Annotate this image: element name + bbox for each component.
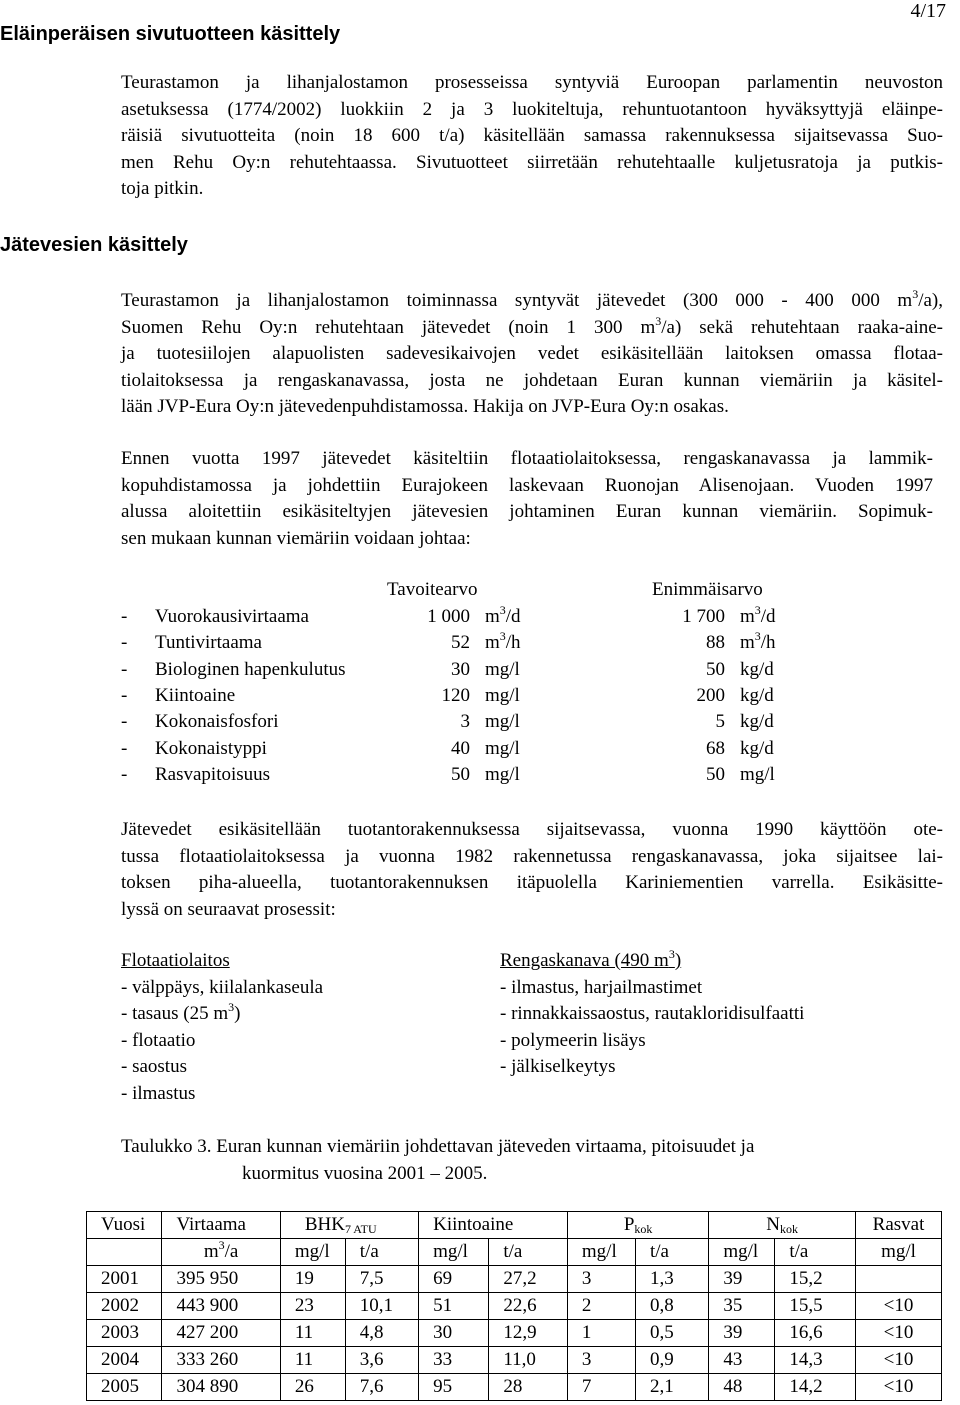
table-cell: 395 950 — [162, 1266, 280, 1293]
process-item: - polymeerin lisäys — [500, 1029, 646, 1051]
limits-dash: - — [121, 606, 128, 628]
limits-max-value: 50 — [706, 658, 725, 680]
text-line: Suomen Rehu Oy:n rehutehtaan jätevedet (noin 1 300 $m^3/a$) sekä rehutehtaan raaka-aine- — [121, 313, 943, 338]
limits-target-value: 30 — [451, 658, 470, 680]
table-cell: 2001 — [87, 1266, 162, 1293]
table-cell: 11 — [280, 1320, 345, 1347]
text-line: sen mukaan kunnan viemäriin voidaan johtaa: — [121, 527, 471, 549]
text-line: kopuhdistamossa ja johdettiin Eurajokeen laskevaan Ruonojan Alisenojaan. Vuoden 1997 — [121, 474, 933, 496]
limits-parameter: Biologinen hapenkulutus — [155, 658, 346, 680]
text-line: toja pitkin. — [121, 178, 204, 199]
table-cell: 14,3 — [775, 1347, 856, 1374]
limits-target-value: 1 000 — [427, 606, 470, 628]
table-cell: <10 — [856, 1320, 942, 1347]
text-line: asetuksessa (1774/2002) luokkiin 2 ja 3 luokiteltuja, rehuntuotantoon hyväksyttyjä eläinpe- — [121, 98, 943, 120]
column-header: Vuosi — [87, 1212, 162, 1239]
table-cell: 427 200 — [162, 1320, 280, 1347]
limits-max-unit: kg/d — [740, 737, 774, 759]
limits-max-value: 88 — [706, 632, 725, 654]
text-line: ja tuotesiilojen alapuolisten sadevesikaivojen vedet esikäsitellään laitoksen omassa flotaa- — [121, 343, 943, 364]
text-line: tiolaitoksessa ja rengaskanavassa, josta ne johdetaan Euran kunnan viemäriin ja käsitel- — [121, 369, 943, 391]
limits-table — [121, 604, 820, 788]
text-line: räisiä sivutuotteita (noin 18 600 t/a) käsitellään samassa rakennuksessa sijaitsevassa Suo- — [121, 125, 943, 146]
table-cell: 333 260 — [162, 1347, 280, 1374]
limits-parameter: Vuorokausivirtaama — [155, 606, 309, 628]
text-line: alussa aloitettiin esikäsiteltyjen jätevesien johtaminen Euran kunnan viemäriin. Sopimuk- — [121, 501, 933, 522]
column-header: $BHK_{7 ATU}$ — [280, 1212, 418, 1239]
limits-row — [121, 735, 820, 761]
text-line: Teurastamon ja lihanjalostamon prosesseissa syntyviä Euroopan parlamentin neuvoston — [121, 72, 943, 93]
table-cell: 51 — [419, 1293, 489, 1320]
table-header-row — [87, 1212, 942, 1239]
table-cell: 12,9 — [489, 1320, 568, 1347]
table-row — [87, 1293, 942, 1320]
table-cell: 15,5 — [775, 1293, 856, 1320]
load-table — [86, 1211, 942, 1401]
text-line: Teurastamon ja lihanjalostamon toiminnassa syntyvät jätevedet (300 000 - 400 000 $m^3/a$), — [121, 287, 943, 311]
limits-max-unit: $m^3/d$ — [740, 603, 776, 628]
table-cell: 7,6 — [345, 1374, 418, 1401]
spacer — [470, 604, 485, 630]
spacer — [725, 709, 740, 735]
limits-target-value: 50 — [451, 763, 470, 785]
table-cell: 30 — [419, 1320, 489, 1347]
text-line: men Rehu Oy:n rehutehtaassa. Sivutuotteet siirretään rehutehtaalle kuljetusratoja ja putkis- — [121, 151, 943, 173]
process-list-ring-channel — [500, 948, 804, 1081]
limits-max-unit: kg/d — [740, 658, 774, 680]
limits-parameter: Rasvapitoisuus — [155, 763, 271, 785]
limits-max-value: 200 — [696, 685, 725, 707]
column-header: Kiintoaine — [419, 1212, 568, 1239]
text-line: Jätevedet esikäsitellään tuotantorakennuksessa sijaitsevassa, vuonna 1990 käyttöön ote- — [121, 819, 943, 840]
limits-max-unit: kg/d — [740, 711, 774, 733]
table-cell: 3 — [567, 1266, 635, 1293]
table-unit-row — [87, 1239, 942, 1266]
table-cell: 0,8 — [635, 1293, 708, 1320]
limits-row — [121, 604, 820, 630]
column-header: Rasvat — [856, 1212, 942, 1239]
unit-cell — [87, 1239, 162, 1266]
limits-target-unit: $m^3/h$ — [485, 629, 521, 654]
limits-target-value: 52 — [451, 632, 470, 654]
table-cell: 11 — [280, 1347, 345, 1374]
text-line: toksen piha-alueella, tuotantorakennuksen itäpuolella Kariniementien varrella. Esikäsitte- — [121, 872, 943, 893]
text-line: lään JVP-Eura Oy:n jätevedenpuhdistamossa. Hakija on JVP-Eura Oy:n osakas. — [121, 396, 729, 417]
table-cell: 27,2 — [489, 1266, 568, 1293]
limits-row — [121, 709, 820, 735]
table-cell: 16,6 — [775, 1320, 856, 1347]
limits-max-value: 68 — [706, 737, 725, 759]
column-header: $P_{kok}$ — [567, 1212, 708, 1239]
table-cell: 22,6 — [489, 1293, 568, 1320]
process-title: Rengaskanava (490 $m^3$) — [500, 947, 682, 971]
table-cell: 7 — [567, 1374, 635, 1401]
unit-cell: t/a — [489, 1239, 568, 1266]
text-line: tussa flotaatiolaitoksessa ja vuonna 1982 rakennetussa rengaskanavassa, joka sijaitsee lai- — [121, 845, 943, 867]
process-item: - flotaatio — [121, 1029, 196, 1051]
table-cell: 10,1 — [345, 1293, 418, 1320]
table-row — [87, 1374, 942, 1401]
column-header: Virtaama — [162, 1212, 280, 1239]
limits-target-unit: $m^3/d$ — [485, 603, 521, 628]
unit-cell: mg/l — [856, 1239, 942, 1266]
table-cell: 4,8 — [345, 1320, 418, 1347]
limits-row — [121, 657, 820, 683]
process-list-flotation — [121, 948, 323, 1107]
process-item: - jälkiselkeytys — [500, 1056, 616, 1077]
limits-parameter: Kokonaistyppi — [155, 737, 267, 759]
limits-max-value: 50 — [706, 763, 725, 785]
table-cell: 69 — [419, 1266, 489, 1293]
limits-header-max: Enimmäisarvo — [652, 579, 763, 600]
limits-target-unit: mg/l — [485, 658, 520, 680]
table-cell: <10 — [856, 1347, 942, 1374]
page-number: 4/17 — [910, 0, 946, 22]
limits-target-value: 120 — [441, 685, 470, 707]
table-cell: 95 — [419, 1374, 489, 1401]
column-header: $N_{kok}$ — [709, 1212, 856, 1239]
table-cell: 15,2 — [775, 1266, 856, 1293]
unit-cell: mg/l — [280, 1239, 345, 1266]
table-cell: 2003 — [87, 1320, 162, 1347]
table-cell: 2,1 — [635, 1374, 708, 1401]
spacer — [470, 735, 485, 761]
limits-row — [121, 762, 820, 788]
table-cell: 39 — [709, 1320, 775, 1347]
limits-max-unit: $m^3/h$ — [740, 629, 776, 654]
table-cell: 3 — [567, 1347, 635, 1374]
spacer — [470, 762, 485, 788]
limits-max-value: 5 — [715, 711, 725, 733]
table-cell: 0,5 — [635, 1320, 708, 1347]
spacer — [470, 683, 485, 709]
limits-row — [121, 630, 820, 656]
process-item: - rinnakkaissaostus, rautakloridisulfaatti — [500, 1003, 805, 1024]
text-line: Ennen vuotta 1997 jätevedet käsiteltiin flotaatiolaitoksessa, rengaskanavassa ja lammik- — [121, 448, 933, 469]
unit-cell: t/a — [635, 1239, 708, 1266]
table-cell: 11,0 — [489, 1347, 568, 1374]
limits-target-value: 40 — [451, 737, 470, 759]
table-cell — [856, 1266, 942, 1293]
limits-parameter: Tuntivirtaama — [155, 632, 262, 654]
table-cell: 2 — [567, 1293, 635, 1320]
limits-max-unit: mg/l — [740, 763, 775, 785]
table-row — [87, 1347, 942, 1374]
table-cell: 7,5 — [345, 1266, 418, 1293]
spacer — [725, 683, 740, 709]
process-item: - tasaus (25 $m^3$) — [121, 1000, 241, 1024]
process-item: - ilmastus — [121, 1082, 196, 1104]
section-heading-wastewater: Jätevesien käsittely — [0, 234, 188, 256]
spacer — [470, 630, 485, 656]
unit-cell: mg/l — [567, 1239, 635, 1266]
limits-target-value: 3 — [460, 711, 470, 733]
table-cell: 26 — [280, 1374, 345, 1401]
table-row — [87, 1266, 942, 1293]
limits-max-value: 1 700 — [682, 606, 725, 628]
process-item: - saostus — [121, 1056, 187, 1077]
limits-dash: - — [121, 737, 128, 759]
limits-dash: - — [121, 763, 128, 785]
unit-cell: mg/l — [709, 1239, 775, 1266]
text-line: lyssä on seuraavat prosessit: — [121, 898, 336, 920]
limits-dash: - — [121, 632, 128, 654]
limits-target-unit: mg/l — [485, 737, 520, 759]
table-cell: 39 — [709, 1266, 775, 1293]
spacer — [725, 762, 740, 788]
limits-parameter: Kiintoaine — [155, 685, 236, 707]
spacer — [725, 735, 740, 761]
process-item: - ilmastus, harjailmastimet — [500, 976, 703, 998]
paragraph-byproducts — [121, 70, 943, 203]
table-cell: 2005 — [87, 1374, 162, 1401]
unit-cell: t/a — [345, 1239, 418, 1266]
table-cell: 28 — [489, 1374, 568, 1401]
paragraph-pretreatment — [121, 817, 943, 923]
table-cell: 304 890 — [162, 1374, 280, 1401]
section-title: Eläinperäisen sivutuotteen käsittely — [0, 23, 341, 45]
paragraph-history — [121, 446, 933, 552]
unit-cell: t/a — [775, 1239, 856, 1266]
table-cell: 19 — [280, 1266, 345, 1293]
limits-dash: - — [121, 711, 128, 733]
table-cell: 35 — [709, 1293, 775, 1320]
limits-header-target: Tavoitearvo — [387, 579, 478, 600]
unit-cell: mg/l — [419, 1239, 489, 1266]
spacer — [470, 709, 485, 735]
spacer — [725, 604, 740, 630]
limits-target-unit: mg/l — [485, 763, 520, 785]
table-cell: 1,3 — [635, 1266, 708, 1293]
table-cell: 33 — [419, 1347, 489, 1374]
limits-dash: - — [121, 658, 128, 680]
caption-line: kuormitus vuosina 2001 – 2005. — [242, 1162, 488, 1184]
process-title: Flotaatiolaitos — [121, 950, 230, 971]
table-cell: 43 — [709, 1347, 775, 1374]
table-caption — [121, 1134, 754, 1187]
table-cell: 1 — [567, 1320, 635, 1347]
table-cell: 2004 — [87, 1347, 162, 1374]
limits-parameter: Kokonaisfosfori — [155, 711, 279, 733]
limits-dash: - — [121, 685, 128, 707]
table-cell: 0,9 — [635, 1347, 708, 1374]
process-item: - välppäys, kiilalankaseula — [121, 976, 324, 998]
limits-target-unit: mg/l — [485, 685, 520, 707]
spacer — [470, 657, 485, 683]
spacer — [725, 657, 740, 683]
table-cell: 443 900 — [162, 1293, 280, 1320]
table-cell: 14,2 — [775, 1374, 856, 1401]
table-row — [87, 1320, 942, 1347]
table-cell: <10 — [856, 1374, 942, 1401]
limits-row — [121, 683, 820, 709]
unit-cell: $m^3/a$ — [162, 1239, 280, 1266]
table-cell: 3,6 — [345, 1347, 418, 1374]
table-cell: 2002 — [87, 1293, 162, 1320]
table-cell: <10 — [856, 1293, 942, 1320]
spacer — [725, 630, 740, 656]
limits-target-unit: mg/l — [485, 711, 520, 733]
limits-max-unit: kg/d — [740, 685, 774, 707]
table-cell: 48 — [709, 1374, 775, 1401]
caption-line: Taulukko 3. Euran kunnan viemäriin johdettavan jäteveden virtaama, pitoisuudet ja — [121, 1136, 755, 1157]
table-cell: 23 — [280, 1293, 345, 1320]
paragraph-wastewater — [121, 288, 943, 421]
